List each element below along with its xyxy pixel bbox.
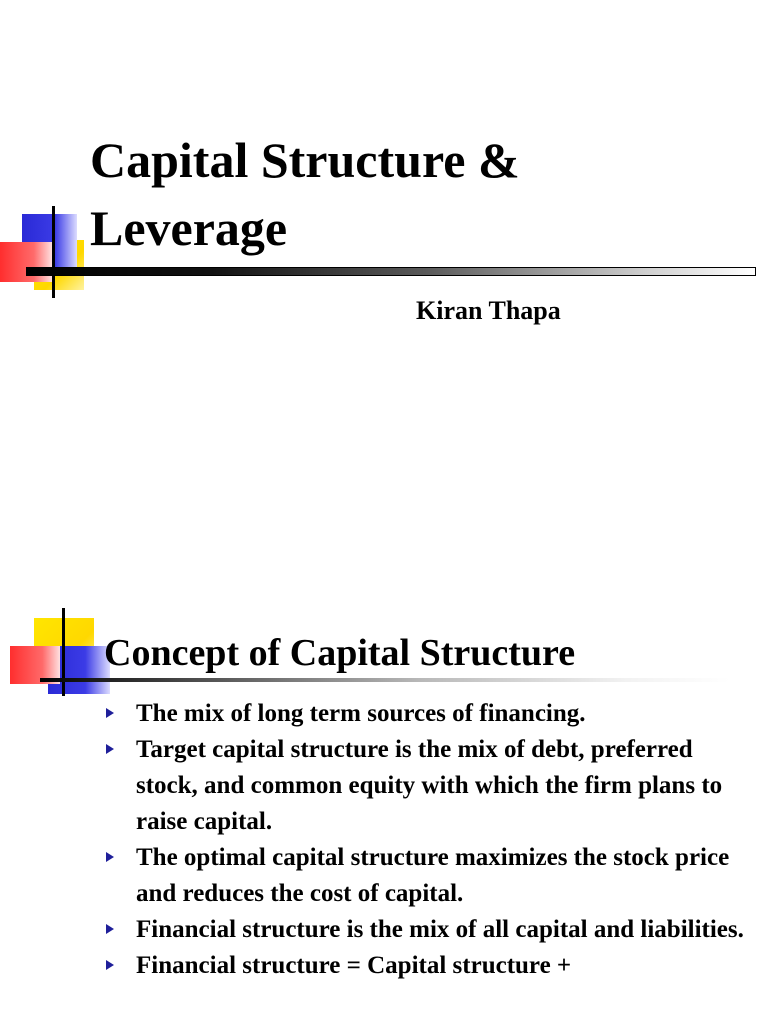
bullet-text: Target capital structure is the mix of debt, preferred stock, and common equity with which the firm plans to raise capital.	[136, 736, 723, 835]
slide-title: Concept of Capital Structure	[104, 632, 576, 674]
arrow-bullet-icon	[106, 708, 114, 718]
bullet-item	[104, 732, 754, 840]
title-divider-line	[40, 678, 730, 682]
bullet-item	[104, 840, 754, 912]
red-square	[0, 242, 52, 282]
slide-title	[90, 126, 730, 262]
arrow-bullet-icon	[106, 960, 114, 970]
bullet-item	[104, 948, 754, 984]
bullet-item	[104, 912, 754, 948]
arrow-bullet-icon	[106, 744, 114, 754]
bullet-item	[104, 696, 754, 732]
title-line-1: Capital Structure &	[90, 132, 520, 188]
bullet-text: The mix of long term sources of financing.	[136, 700, 586, 727]
author-name: Kiran Thapa	[416, 296, 561, 325]
bullet-list	[104, 696, 754, 984]
content-slide	[0, 560, 768, 1024]
bullet-text: Financial structure = Capital structure +	[136, 952, 572, 979]
bullet-text: The optimal capital structure maximizes the stock price and reduces the cost of capital.	[136, 844, 730, 907]
arrow-bullet-icon	[106, 924, 114, 934]
bullet-text: Financial structure is the mix of all capital and liabilities.	[136, 916, 744, 943]
vertical-line	[62, 608, 65, 696]
title-divider-bar	[26, 267, 756, 276]
arrow-bullet-icon	[106, 852, 114, 862]
vertical-line	[52, 206, 55, 298]
title-line-2: Leverage	[90, 200, 288, 256]
